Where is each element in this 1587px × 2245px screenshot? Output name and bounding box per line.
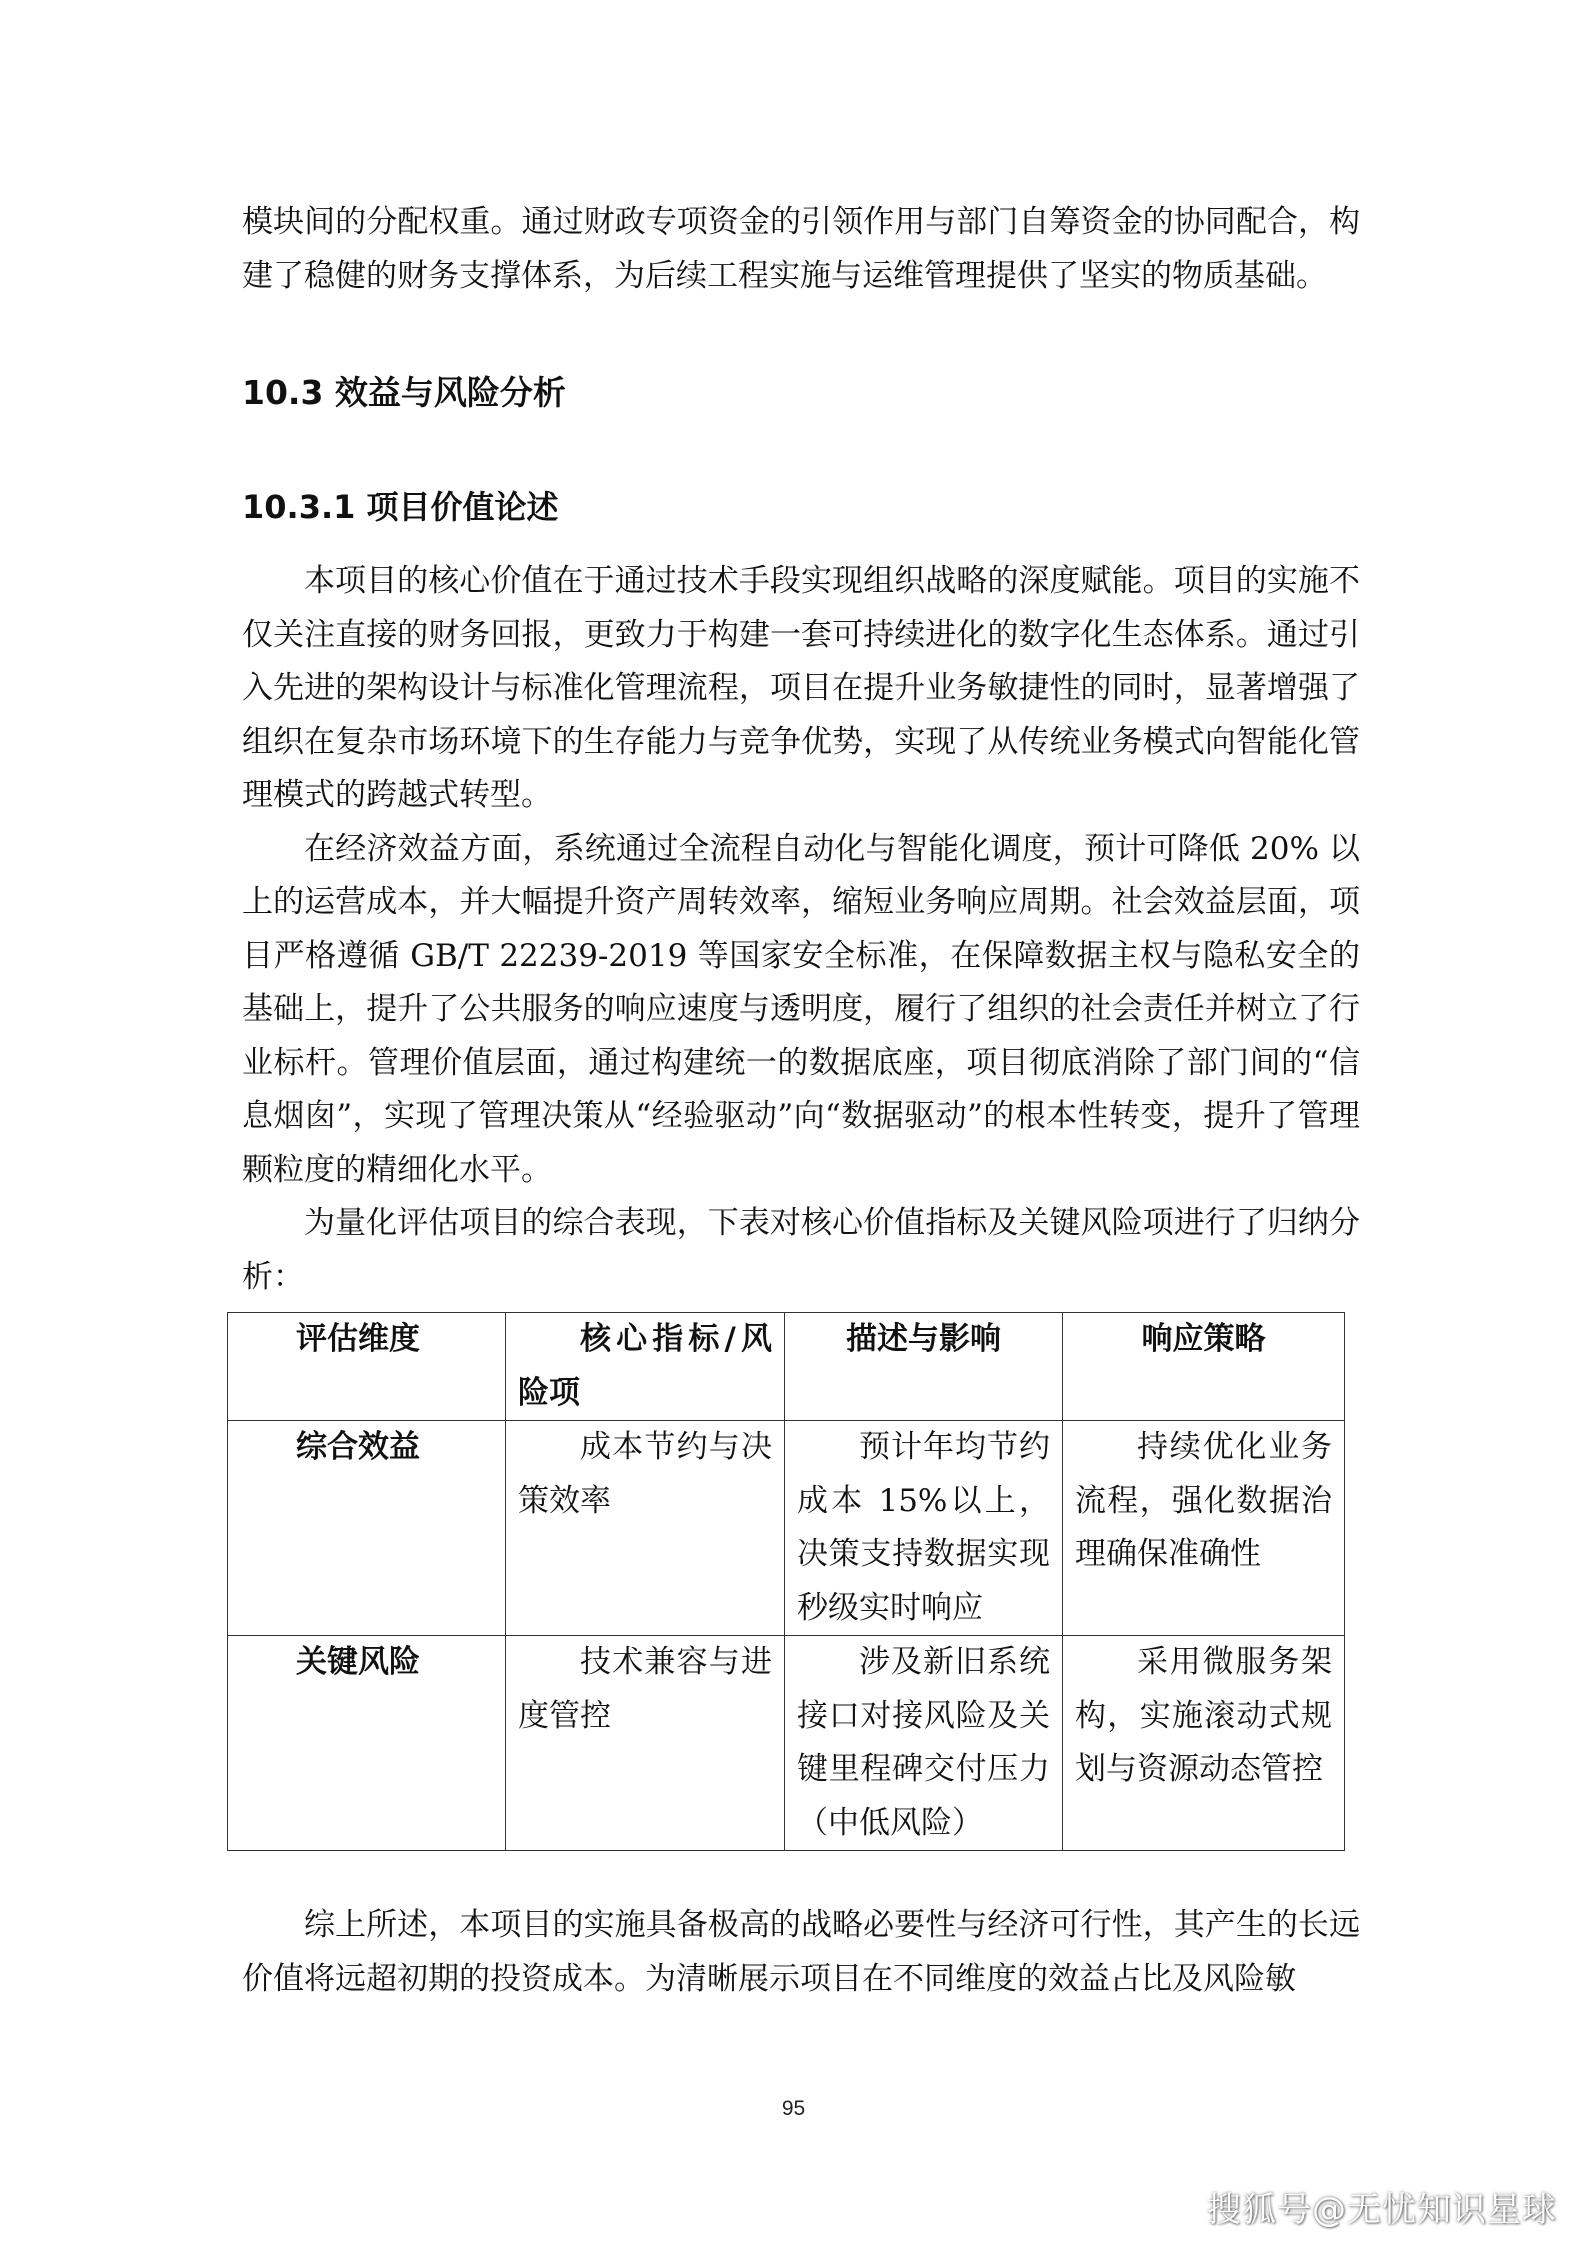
paragraph-benefits: 在经济效益方面，系统通过全流程自动化与智能化调度，预计可降低 20% 以上的运营成本，并大幅提升资产周转效率，缩短业务响应周期。社会效益层面，项目严格遵循 GB/T 22239-2019 等国家安全标准，在保障数据主权与隐私安全的基础上，提升了公共服务的响应速度与透明度，履行了组织的社会责任并树立了行业标杆。管理价值层面，通过构建统一的数据底座，项目彻底消除了部门间的“信息烟囱”，实现了管理决策从“经验驱动”向“数据驱动”的根本性转变，提升了管理颗粒度的精细化水平。 <box>242 830 1360 1188</box>
page-content <box>242 196 1360 2006</box>
table-cell-strategy: 采用微服务架构，实施滚动式规划与资源动态管控 <box>1063 1636 1345 1851</box>
table-header-cell: 核心指标/风险项 <box>506 1313 785 1421</box>
paragraph-conclusion: 综上所述，本项目的实施具备极高的战略必要性与经济可行性，其产生的长远价值将远超初期的投资成本。为清晰展示项目在不同维度的效益占比及风险敏 <box>242 1907 1360 1997</box>
table-cell-description: 预计年均节约成本 15%以上，决策支持数据实现秒级实时响应 <box>785 1421 1063 1636</box>
table-header-cell: 描述与影响 <box>785 1313 1063 1421</box>
subsection-heading-10-3-1: 10.3.1 项目价值论述 <box>242 488 559 526</box>
page-number: 95 <box>781 2097 806 2120</box>
table-cell-strategy: 持续优化业务流程，强化数据治理确保准确性 <box>1063 1421 1345 1636</box>
table-header-row <box>228 1313 1345 1421</box>
table-cell-dimension: 关键风险 <box>228 1636 506 1851</box>
table-row <box>228 1421 1345 1636</box>
value-risk-table <box>227 1312 1345 1851</box>
table-cell-description: 涉及新旧系统接口对接风险及关键里程碑交付压力（中低风险） <box>785 1636 1063 1851</box>
paragraph-table-intro: 为量化评估项目的综合表现，下表对核心价值指标及关键风险项进行了归纳分析： <box>242 1205 1360 1295</box>
table-row <box>228 1636 1345 1851</box>
paragraph-continuation: 模块间的分配权重。通过财政专项资金的引领作用与部门自筹资金的协同配合，构建了稳健的财务支撑体系，为后续工程实施与运维管理提供了坚实的物质基础。 <box>242 204 1360 294</box>
table-cell-dimension: 综合效益 <box>228 1421 506 1636</box>
section-heading-10-3: 10.3 效益与风险分析 <box>242 373 566 412</box>
table-header-cell: 评估维度 <box>228 1313 506 1421</box>
table-header-cell: 响应策略 <box>1063 1313 1345 1421</box>
table-cell-indicator: 技术兼容与进度管控 <box>506 1636 785 1851</box>
paragraph-core-value: 本项目的核心价值在于通过技术手段实现组织战略的深度赋能。项目的实施不仅关注直接的财务回报，更致力于构建一套可持续进化的数字化生态体系。通过引入先进的架构设计与标准化管理流程，项目在提升业务敏捷性的同时，显著增强了组织在复杂市场环境下的生存能力与竞争优势，实现了从传统业务模式向智能化管理模式的跨越式转型。 <box>242 563 1360 813</box>
watermark: 搜狐号@无忧知识星球 <box>1207 2190 1557 2230</box>
table-cell-indicator: 成本节约与决策效率 <box>506 1421 785 1636</box>
